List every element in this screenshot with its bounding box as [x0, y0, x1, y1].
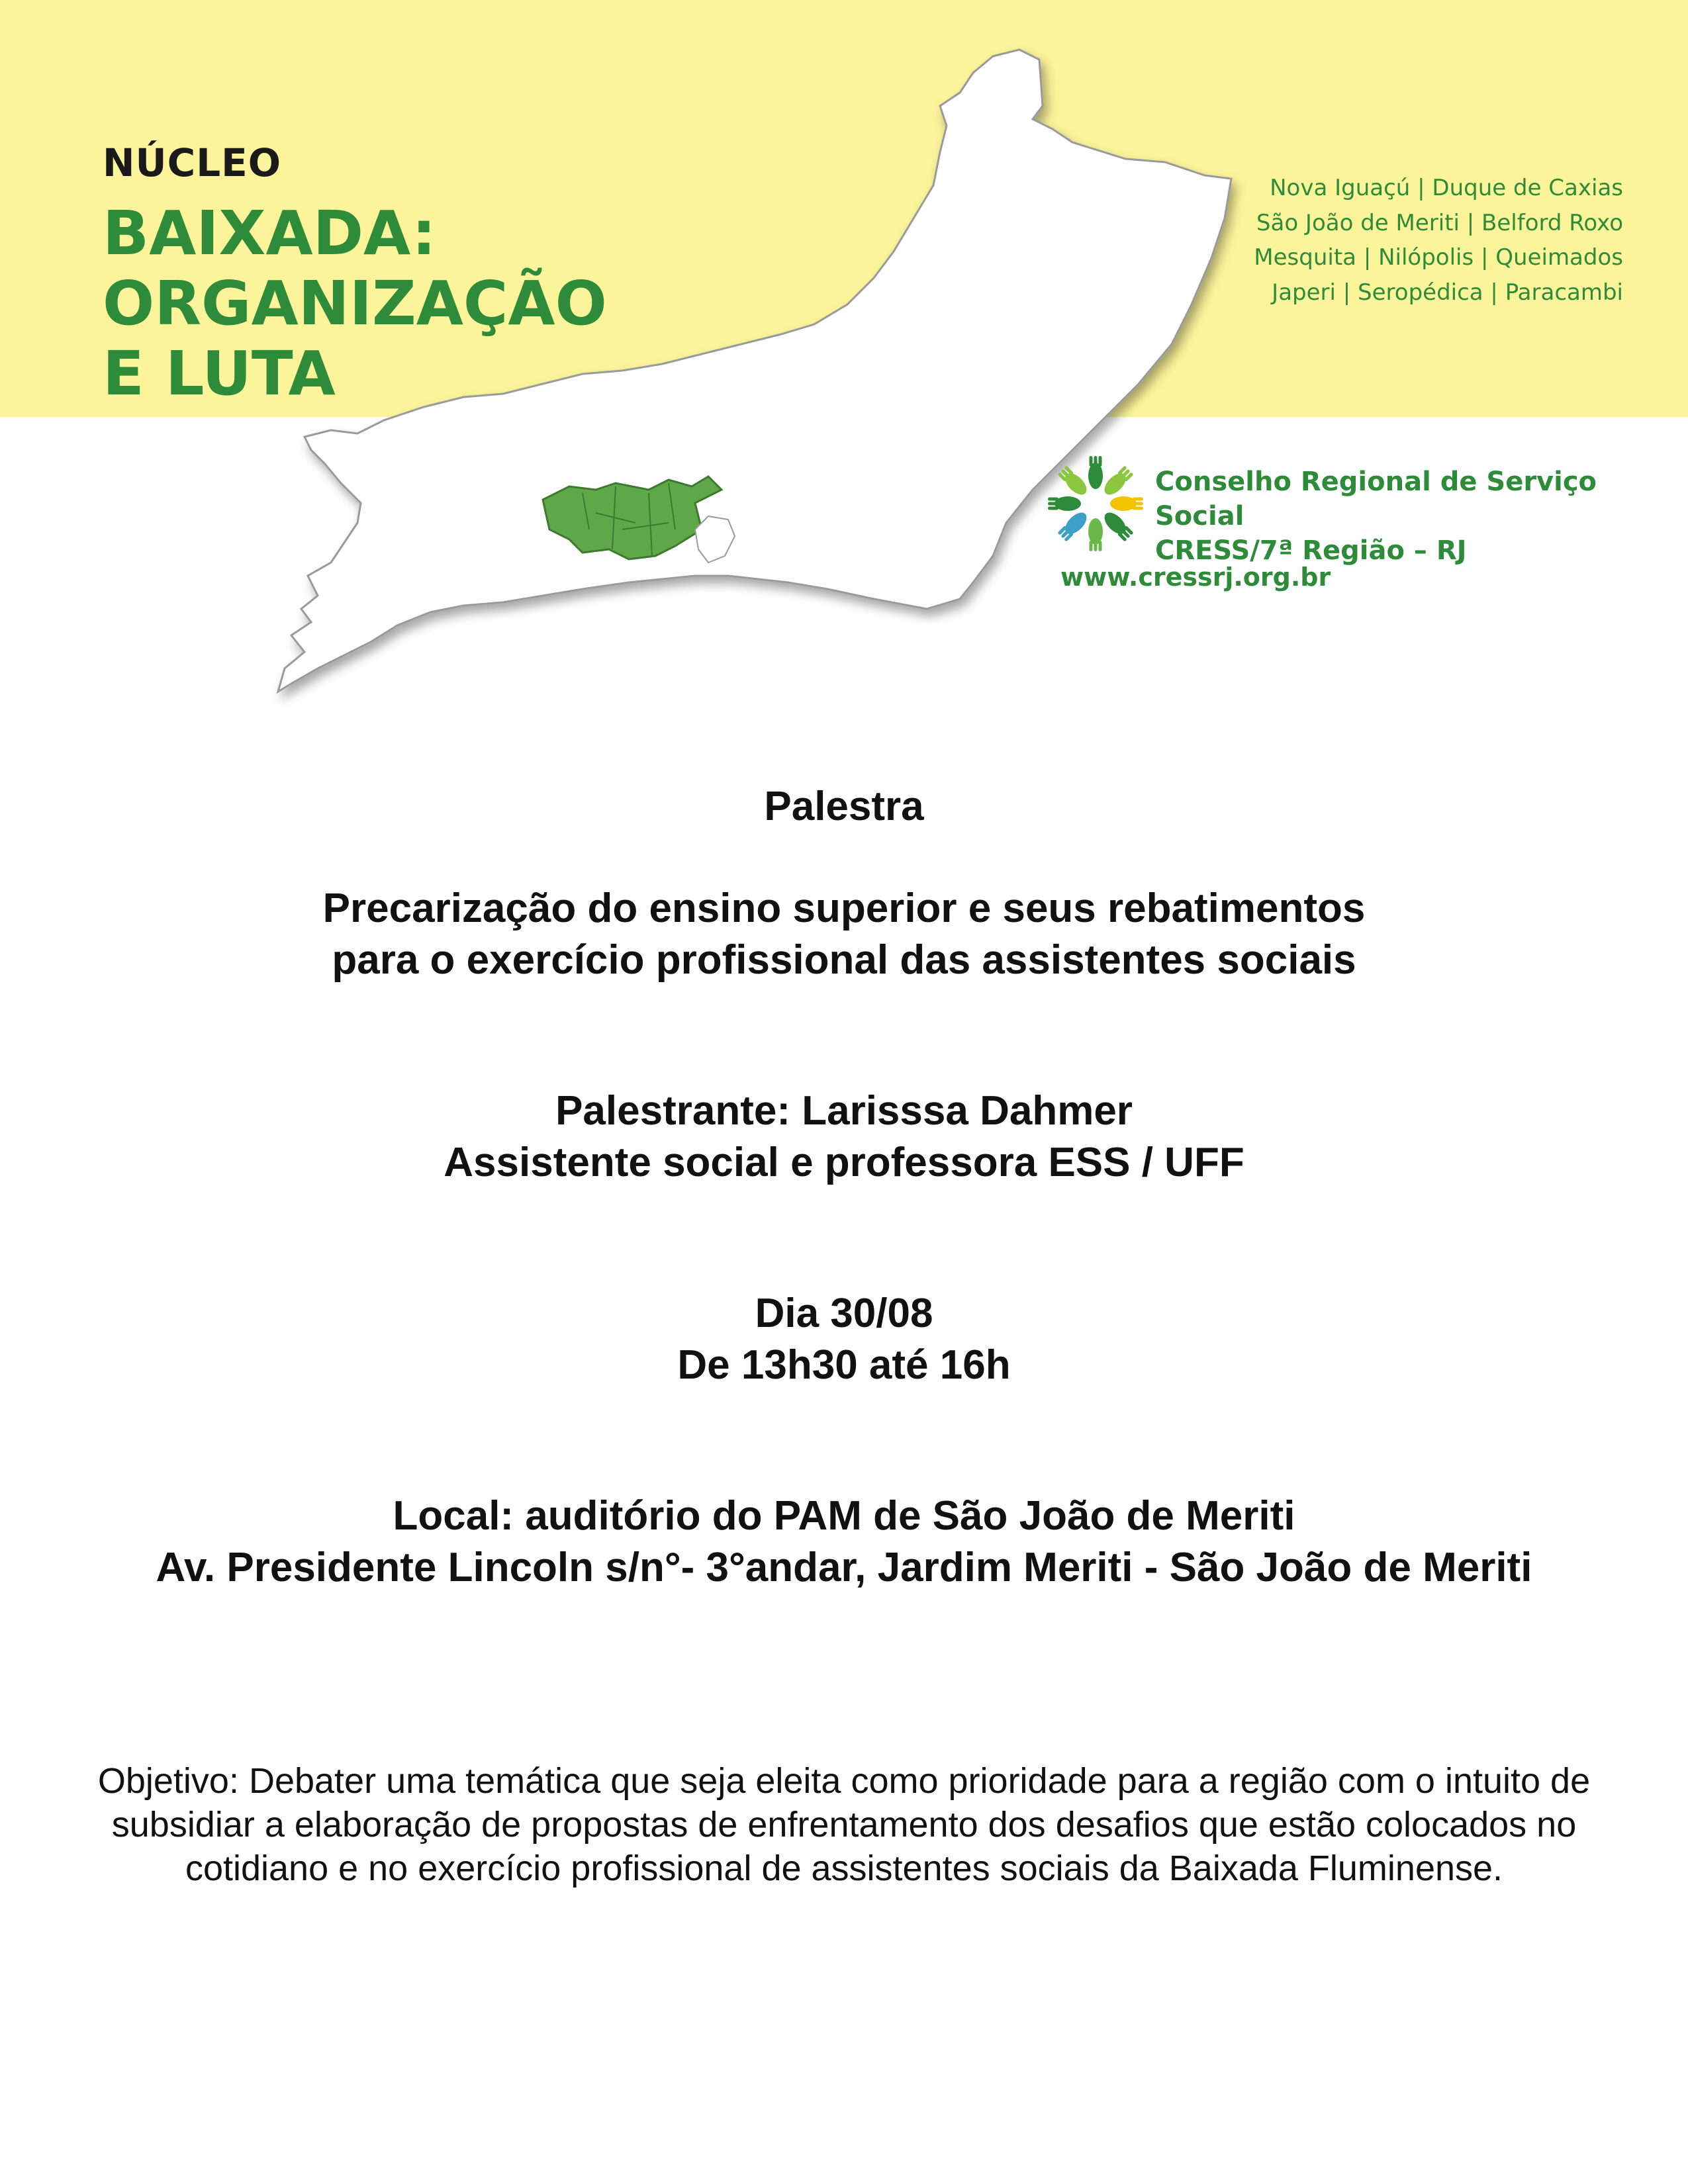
- nucleo-title-line-1: BAIXADA: ORGANIZAÇÃO: [103, 198, 607, 339]
- event-objective: [20, 1759, 1668, 1890]
- cress-name-line-1: Conselho Regional de Serviço Social: [1155, 467, 1597, 531]
- event-address: Av. Presidente Lincoln s/n°- 3°andar, Jardim Meriti - São João de Meriti: [156, 1545, 1532, 1590]
- cress-hands-logo-icon: [1046, 454, 1145, 553]
- cress-website-link[interactable]: www.cressrj.org.br: [1060, 563, 1331, 592]
- cress-name: [1155, 465, 1688, 568]
- event-date: Dia 30/08: [755, 1291, 933, 1336]
- event-time: De 13h30 até 16h: [677, 1342, 1011, 1388]
- city-list: [1120, 171, 1623, 310]
- event-title-line-2: para o exercício profissional das assistentes sociais: [332, 937, 1356, 983]
- nucleo-label: NÚCLEO: [103, 140, 282, 185]
- event-details: [0, 781, 1688, 1890]
- event-title-line-1: Precarização do ensino superior e seus rebatimentos: [322, 886, 1366, 931]
- objective-line: cotidiano e no exercício profissional de assistentes sociais da Baixada Fluminense.: [185, 1848, 1503, 1888]
- city-line: São João de Meriti | Belford Roxo: [1256, 209, 1623, 236]
- event-location: Local: auditório do PAM de São João de Meriti: [393, 1493, 1295, 1539]
- city-line: Japeri | Seropédica | Paracambi: [1272, 279, 1623, 306]
- objective-line: Objetivo: Debater uma temática que seja eleita como prioridade para a região com o intuito de: [97, 1761, 1591, 1801]
- nucleo-title: [103, 199, 897, 408]
- city-line: Nova Iguaçú | Duque de Caxias: [1270, 175, 1623, 201]
- event-type: Palestra: [764, 784, 924, 829]
- city-line: Mesquita | Nilópolis | Queimados: [1254, 244, 1623, 271]
- nucleo-title-line-2: E LUTA: [103, 338, 336, 409]
- event-speaker-role: Assistente social e professora ESS / UFF: [444, 1140, 1244, 1185]
- event-speaker: Palestrante: Larisssa Dahmer: [555, 1088, 1133, 1134]
- objective-line: subsidiar a elaboração de propostas de enfrentamento dos desafios que estão colocados no: [111, 1805, 1577, 1844]
- cress-name-line-2: CRESS/7ª Região – RJ: [1155, 535, 1467, 566]
